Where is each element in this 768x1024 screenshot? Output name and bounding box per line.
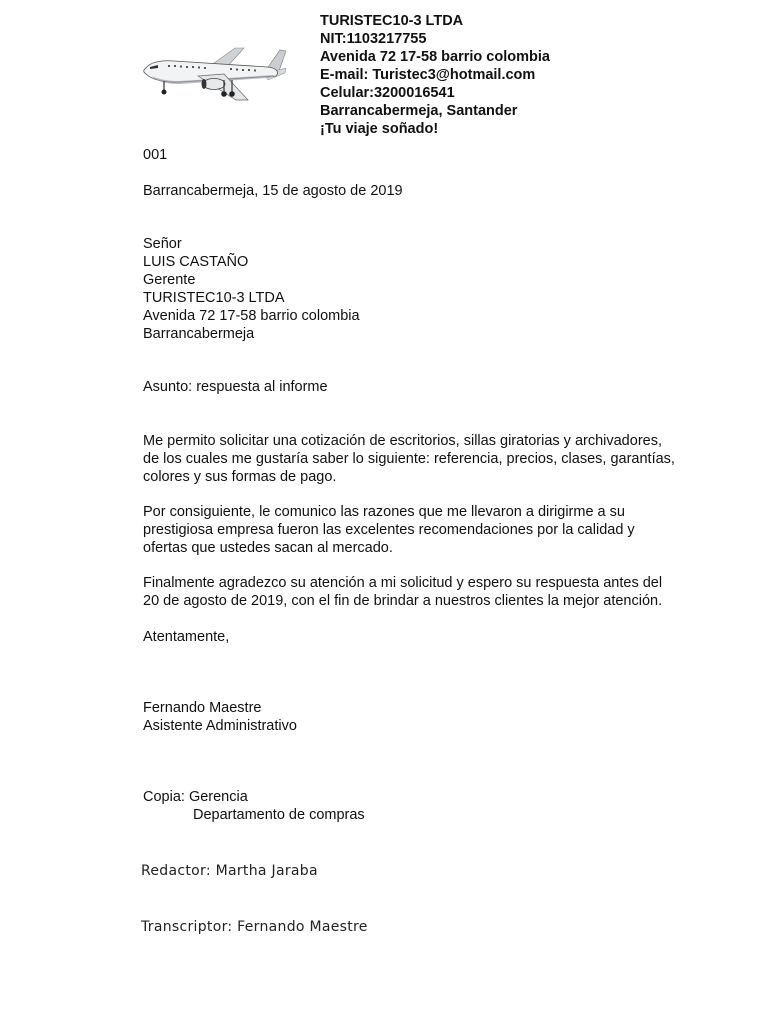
recipient-city: Barrancabermeja — [143, 326, 255, 342]
closing-line: Atentamente, — [143, 629, 230, 645]
signer-title: Asistente Administrativo — [143, 718, 297, 734]
paragraph-line: prestigiosa empresa fueron las excelentes recomendaciones por la calidad y — [143, 522, 635, 538]
letter-number: 001 — [143, 147, 168, 163]
body-paragraph-1 — [143, 432, 675, 486]
recipient-block — [143, 235, 360, 343]
redactor-line: Redactor: Martha Jaraba — [141, 863, 318, 879]
letterhead — [320, 12, 550, 138]
company-email: E-mail: Turistec3@hotmail.com — [320, 67, 536, 83]
airplane-icon — [140, 40, 288, 102]
paragraph-line: colores y sus formas de pago. — [143, 469, 337, 485]
recipient-address: Avenida 72 17-58 barrio colombia — [143, 308, 360, 324]
paragraph-line: 20 de agosto de 2019, con el fin de brindar a nuestros clientes la mejor atención. — [143, 593, 663, 609]
company-phone: Celular:3200016541 — [320, 85, 455, 101]
paragraph-line: de los cuales me gustaría saber lo siguiente: referencia, precios, clases, garantías, — [143, 451, 675, 467]
body-paragraph-3 — [143, 574, 662, 610]
transcriptor-line: Transcriptor: Fernando Maestre — [141, 919, 368, 935]
signature-block — [143, 699, 297, 735]
paragraph-line: Finalmente agradezco su atención a mi solicitud y espero su respuesta antes del — [143, 575, 663, 591]
company-address: Avenida 72 17-58 barrio colombia — [320, 49, 550, 65]
paragraph-line: ofertas que ustedes sacan al mercado. — [143, 540, 393, 556]
copy-block — [143, 788, 365, 824]
company-nit: NIT:1103217755 — [320, 31, 427, 47]
company-slogan: ¡Tu viaje soñado! — [320, 121, 439, 137]
copy-label: Copia: Gerencia — [143, 789, 248, 805]
recipient-company: TURISTEC10-3 LTDA — [143, 290, 285, 306]
signer-name: Fernando Maestre — [143, 700, 262, 716]
body-paragraph-2 — [143, 503, 635, 557]
recipient-position: Gerente — [143, 272, 196, 288]
company-name: TURISTEC10-3 LTDA — [320, 13, 464, 29]
company-city: Barrancabermeja, Santander — [320, 103, 518, 119]
recipient-salutation: Señor — [143, 236, 182, 252]
subject-line: Asunto: respuesta al informe — [143, 379, 328, 395]
recipient-name: LUIS CASTAÑO — [143, 254, 249, 270]
copy-second: Departamento de compras — [193, 807, 365, 823]
paragraph-line: Me permito solicitar una cotización de escritorios, sillas giratorias y archivadores, — [143, 433, 662, 449]
date-line: Barrancabermeja, 15 de agosto de 2019 — [143, 183, 403, 199]
paragraph-line: Por consiguiente, le comunico las razones que me llevaron a dirigirme a su — [143, 504, 625, 520]
